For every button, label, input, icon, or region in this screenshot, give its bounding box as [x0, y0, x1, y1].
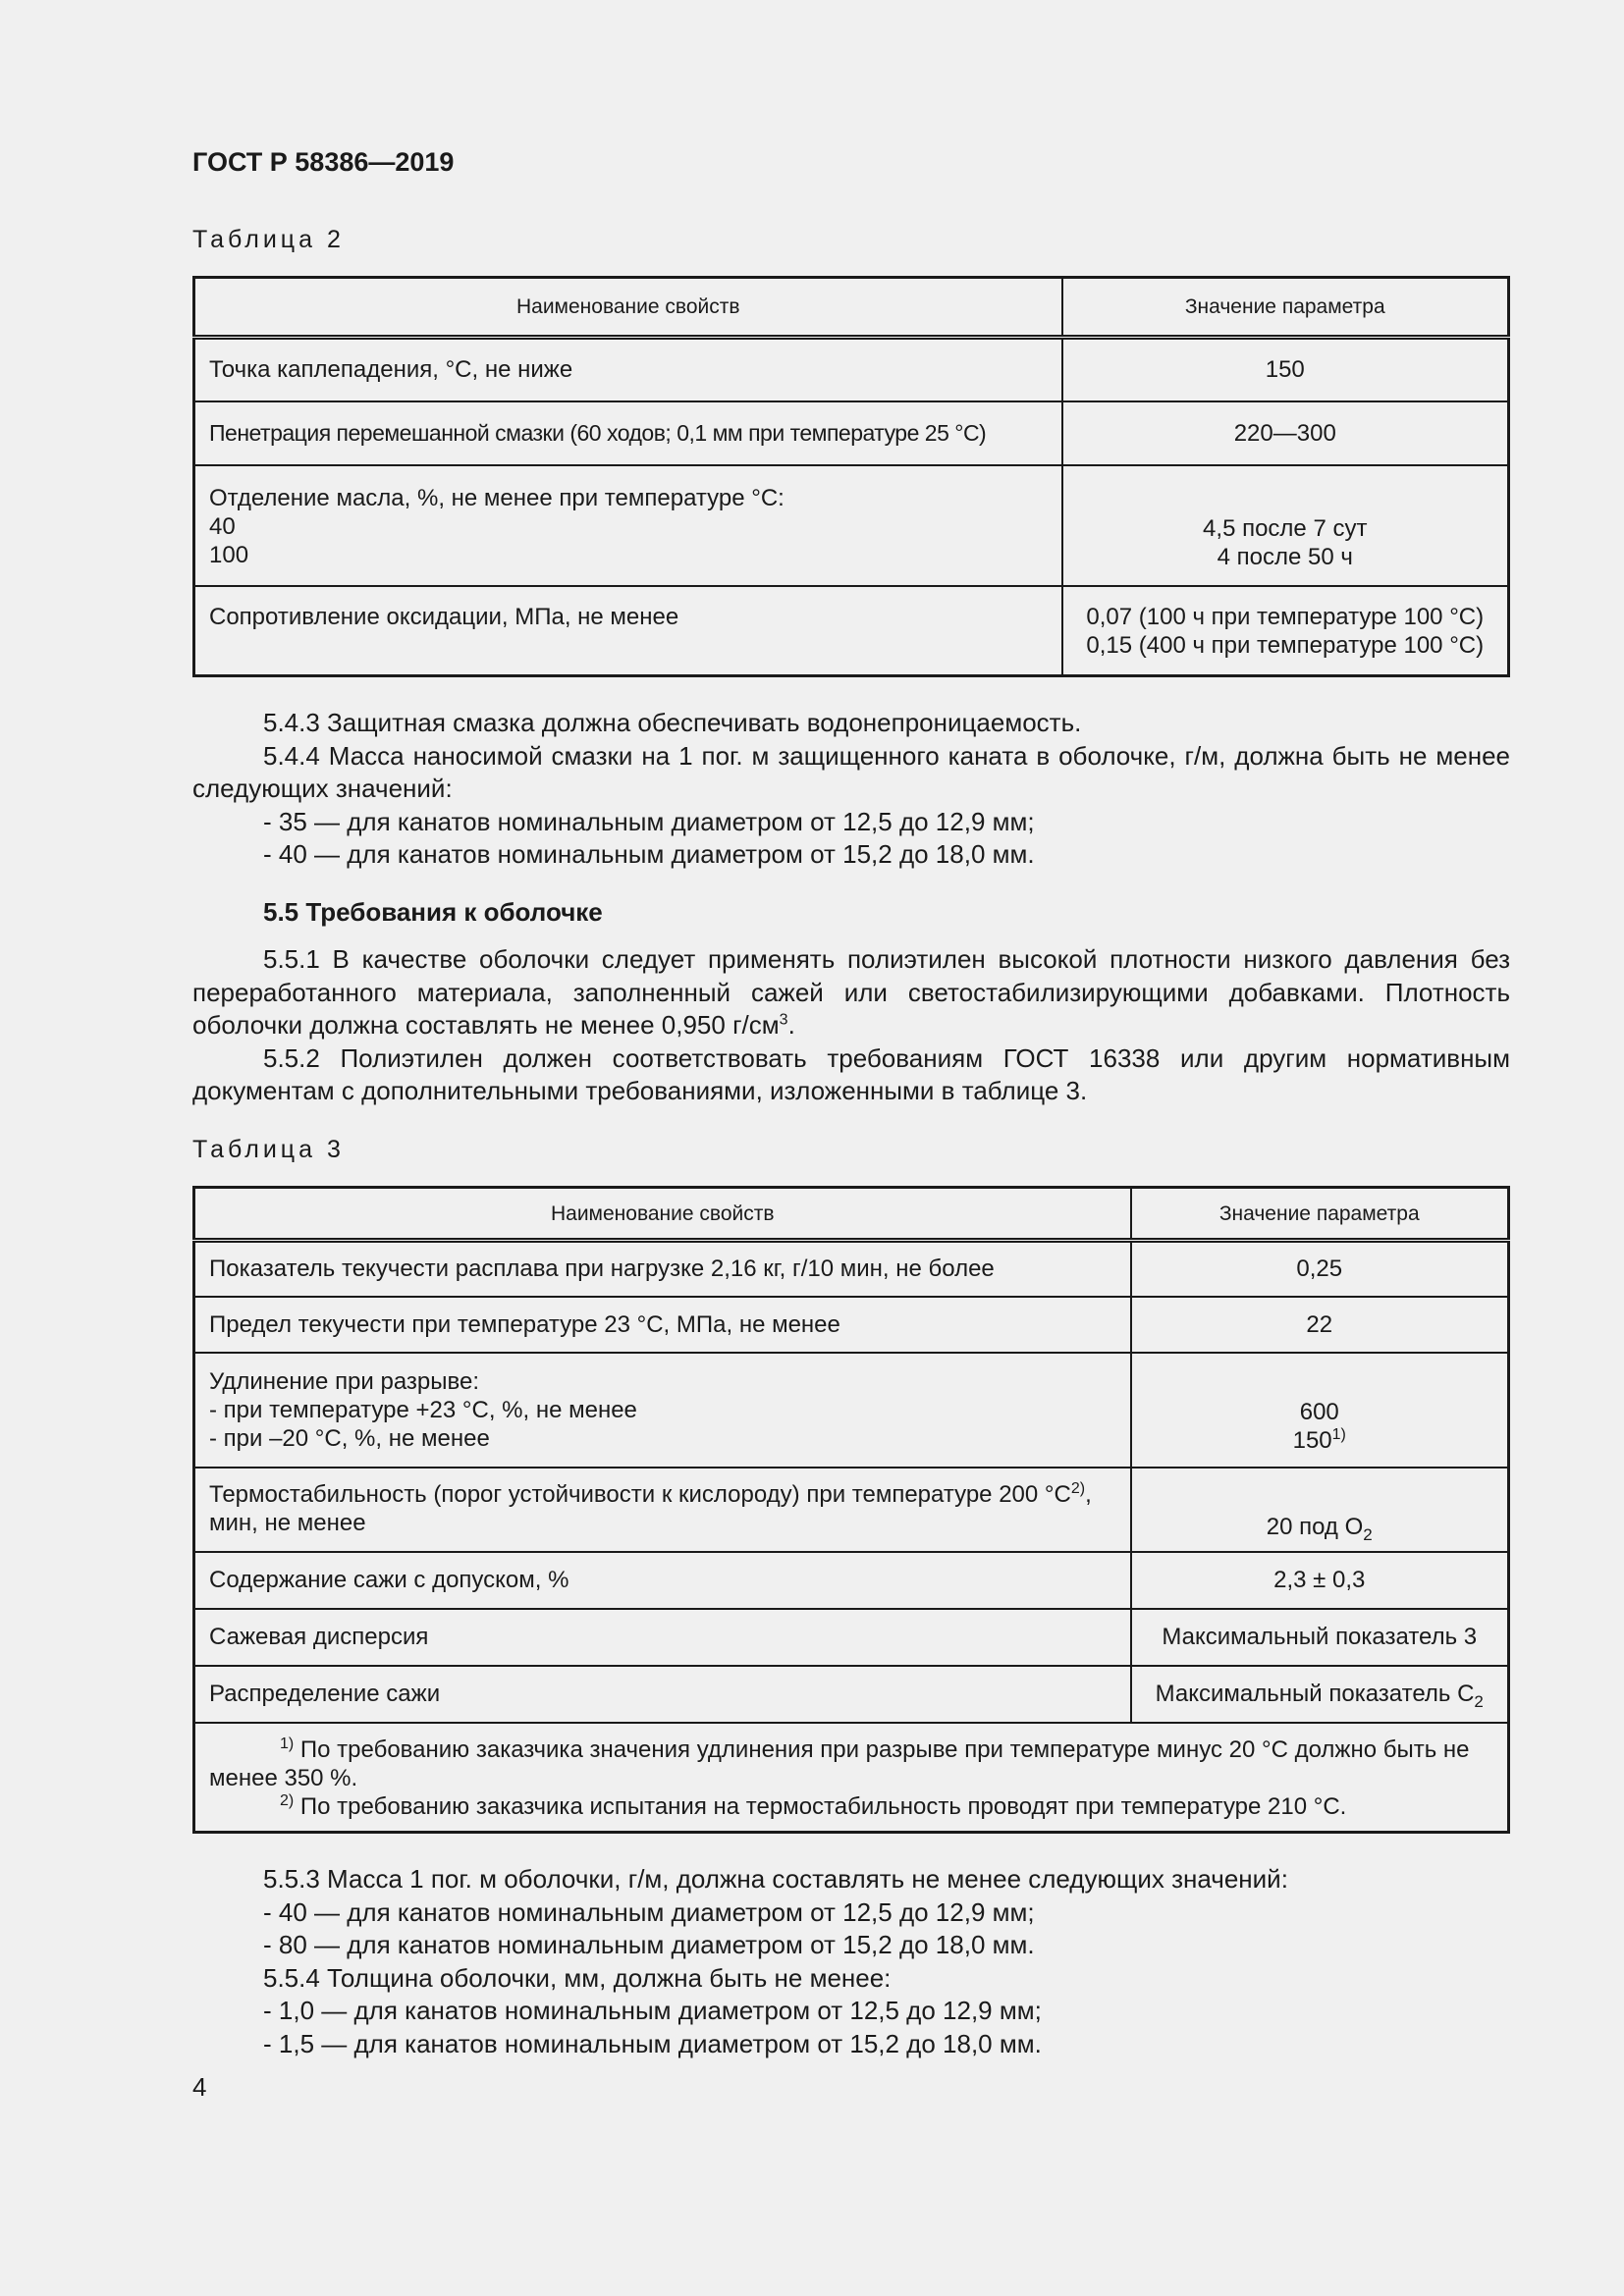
- table-cell-name: Сажевая дисперсия: [194, 1609, 1131, 1666]
- list-item: - 35 — для канатов номинальным диаметром от 12,5 до 12,9 мм;: [263, 806, 1035, 836]
- footnote-1: [209, 1735, 1493, 1792]
- paragraph-5-5-4: 5.5.4 Толщина оболочки, мм, должна быть не менее:: [263, 1962, 892, 1993]
- list-item: - 1,5 — для канатов номинальным диаметром от 15,2 до 18,0 мм.: [263, 2028, 1042, 2058]
- table-cell-name: Точка каплепадения, °С, не ниже: [194, 338, 1062, 401]
- table-row: [194, 1297, 1509, 1353]
- table-cell-value: 0,25: [1131, 1241, 1509, 1297]
- table-notes-row: [194, 1723, 1509, 1833]
- table-row: [194, 1552, 1509, 1609]
- footnote-mark: 1): [280, 1735, 295, 1752]
- table-cell-value: 4,5 после 7 сут 4 после 50 ч: [1062, 465, 1509, 586]
- table2: [192, 276, 1510, 677]
- table-cell-name: Показатель текучести расплава при нагрузке 2,16 кг, г/10 мин, не более: [194, 1241, 1131, 1297]
- page-number: 4: [192, 2072, 207, 2102]
- footnote-2: [209, 1792, 1493, 1821]
- table-cell-value: Максимальный показатель 3: [1131, 1609, 1509, 1666]
- list-item: - 80 — для канатов номинальным диаметром от 15,2 до 18,0 мм.: [263, 1930, 1035, 1959]
- table-cell-value: 220—300: [1062, 401, 1509, 465]
- value-text: 20 под O: [1266, 1513, 1364, 1540]
- table-cell-name: Распределение сажи: [194, 1666, 1131, 1723]
- value-text: Максимальный показатель C: [1155, 1681, 1475, 1707]
- table-cell-name: Сопротивление оксидации, МПа, не менее: [194, 586, 1062, 676]
- table2-header-value: Значение параметра: [1062, 278, 1509, 338]
- table-cell-name: Предел текучести при температуре 23 °С, МПа, не менее: [194, 1297, 1131, 1353]
- subscript: 2: [1363, 1524, 1373, 1544]
- table-row: [194, 1241, 1509, 1297]
- table-cell-value: [1131, 1468, 1509, 1552]
- footnote-text: По требованию заказчика испытания на термостабильность проводят при температуре 210 °С.: [294, 1792, 1347, 1820]
- document-code: ГОСТ Р 58386—2019: [192, 147, 455, 177]
- superscript: 3: [779, 1011, 788, 1029]
- paragraph-5-5-1-text: 5.5.1 В качестве оболочки следует применять полиэтилен высокой плотности низкого давления без переработанного материала, заполненный сажей или светостабилизирующими добавками. Плотность оболочки должна составлять не менее 0,950 г/см: [192, 944, 1510, 1040]
- value-line: [1146, 1426, 1494, 1455]
- table-row: [194, 1353, 1509, 1468]
- table-row: [194, 401, 1509, 465]
- section-5-5-text: [192, 943, 1510, 1108]
- table-cell-value: [1131, 1666, 1509, 1723]
- table3-header-value: Значение параметра: [1131, 1188, 1509, 1241]
- name-text-end: , мин, не менее: [209, 1480, 1092, 1536]
- list-item: - 40 — для канатов номинальным диаметром от 15,2 до 18,0 мм.: [263, 839, 1035, 869]
- list-item: - 40 — для канатов номинальным диаметром от 12,5 до 12,9 мм;: [263, 1896, 1035, 1927]
- table-cell-name: Пенетрация перемешанной смазки (60 ходов; 0,1 мм при температуре 25 °С): [194, 401, 1062, 465]
- table-cell-name: Удлинение при разрыве: - при температуре +23 °С, %, не менее - при –20 °С, %, не менее: [194, 1353, 1131, 1468]
- paragraph-5-4-4: 5.4.4 Масса наносимой смазки на 1 пог. м защищенного каната в оболочке, г/м, должна быть не менее следующих значений:: [192, 740, 1510, 803]
- table-row: [194, 1609, 1509, 1666]
- table-row: [194, 1666, 1509, 1723]
- paragraph-5-5-2: 5.5.2 Полиэтилен должен соответствовать требованиям ГОСТ 16338 или другим нормативным документам с дополнительными требованиями, изложенными в таблице 3.: [192, 1042, 1510, 1105]
- table-cell-value: 2,3 ± 0,3: [1131, 1552, 1509, 1609]
- subscript: 2: [1474, 1691, 1484, 1711]
- paragraph-5-5-1: [192, 943, 1510, 1042]
- paragraph-5-5-3: 5.5.3 Масса 1 пог. м оболочки, г/м, должна составлять не менее следующих значений:: [263, 1864, 1288, 1894]
- table3: [192, 1186, 1510, 1834]
- table2-header-name: Наименование свойств: [194, 278, 1062, 338]
- section-5-5-3-text: [192, 1863, 1510, 2060]
- value-line: 600: [1299, 1398, 1339, 1425]
- table-cell-name: [194, 1468, 1131, 1552]
- section-5-5-title: 5.5 Требования к оболочке: [263, 897, 603, 927]
- table-cell-value: [1131, 1353, 1509, 1468]
- table-row: [194, 338, 1509, 401]
- table-row: [194, 586, 1509, 676]
- value-text: 150: [1292, 1426, 1332, 1454]
- footnote-mark: 1): [1331, 1425, 1346, 1443]
- table-cell-value: 150: [1062, 338, 1509, 401]
- paragraph-5-4-3: 5.4.3 Защитная смазка должна обеспечивать водонепроницаемость.: [263, 708, 1082, 737]
- table-row: [194, 1468, 1509, 1552]
- table-row: [194, 465, 1509, 586]
- table-cell-value: 22: [1131, 1297, 1509, 1353]
- footnote-text: По требованию заказчика значения удлинения при разрыве при температуре минус 20 °С должно быть не менее 350 %.: [209, 1735, 1470, 1791]
- footnote-mark: 2): [280, 1791, 295, 1809]
- table-cell-name: Отделение масла, %, не менее при температуре °С: 40 100: [194, 465, 1062, 586]
- section-5-4-text: [192, 707, 1510, 872]
- paragraph-5-5-1-end: .: [787, 1010, 795, 1040]
- table-cell-name: Содержание сажи с допуском, %: [194, 1552, 1131, 1609]
- table-cell-value: 0,07 (100 ч при температуре 100 °С) 0,15 (400 ч при температуре 100 °С): [1062, 586, 1509, 676]
- footnote-mark: 2): [1070, 1479, 1086, 1497]
- name-text: Термостабильность (порог устойчивости к кислороду) при температуре 200 °С: [209, 1480, 1071, 1508]
- list-item: - 1,0 — для канатов номинальным диаметром от 12,5 до 12,9 мм;: [263, 1996, 1042, 2025]
- table3-header-name: Наименование свойств: [194, 1188, 1131, 1241]
- table-notes: [194, 1723, 1509, 1833]
- table3-caption: Таблица 3: [192, 1136, 345, 1163]
- table2-caption: Таблица 2: [192, 226, 345, 253]
